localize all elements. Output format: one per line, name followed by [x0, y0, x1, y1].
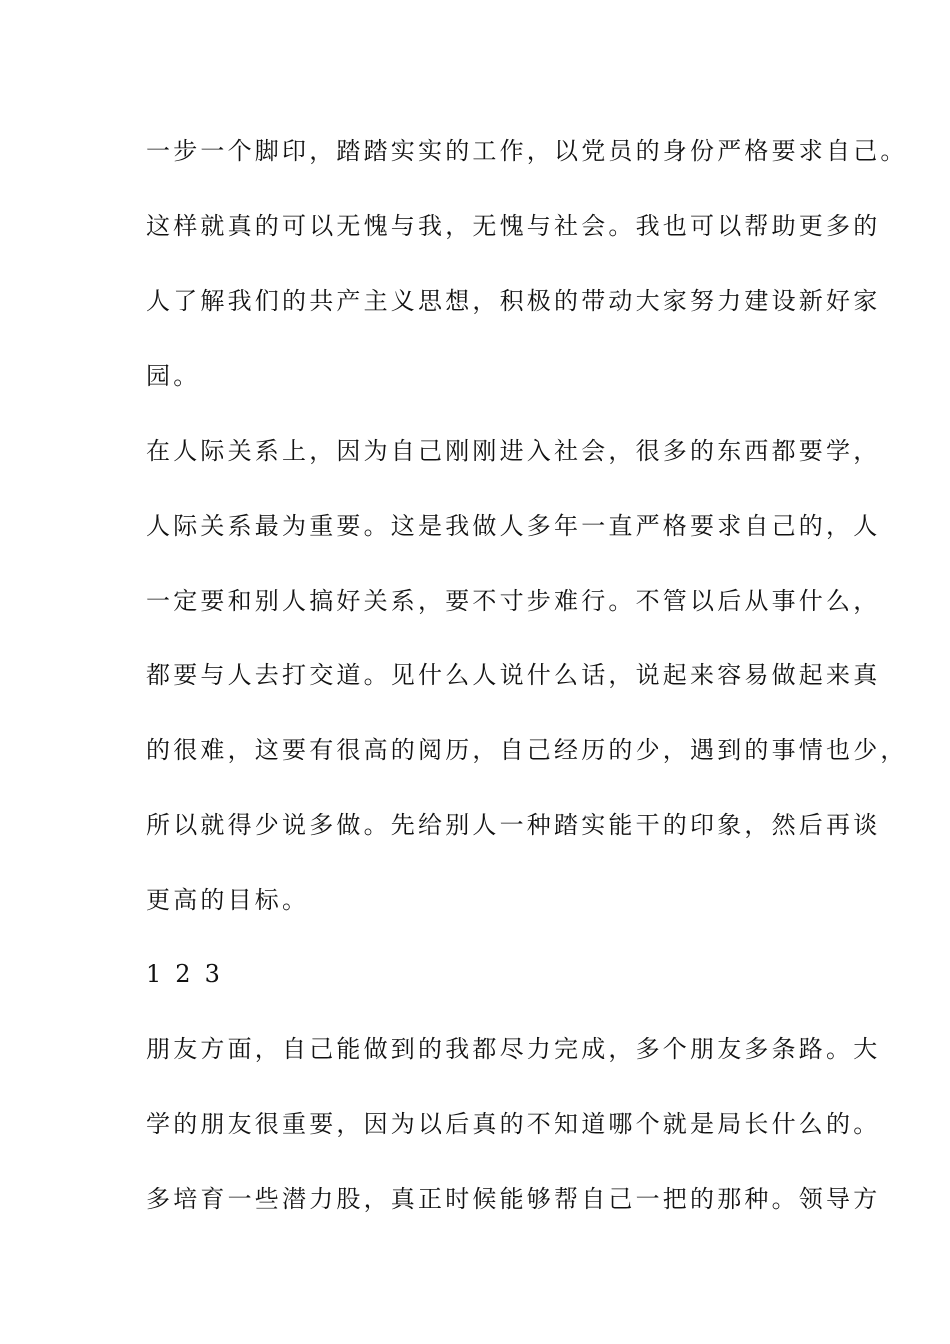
text-line: 一步一个脚印，踏踏实实的工作，以党员的身份严格要求自己。	[146, 137, 908, 165]
text-line: 都要与人去打交道。见什么人说什么话，说起来容易做起来真	[146, 661, 881, 689]
text-line: 更高的目标。	[146, 886, 310, 914]
text-line: 人际关系最为重要。这是我做人多年一直严格要求自己的，人	[146, 512, 881, 540]
text-line: 多培育一些潜力股，真正时候能够帮自己一把的那种。领导方	[146, 1185, 881, 1213]
text-line: 所以就得少说多做。先给别人一种踏实能干的印象，然后再谈	[146, 811, 881, 839]
text-line: 在人际关系上，因为自己刚刚进入社会，很多的东西都要学，	[146, 437, 881, 465]
text-line: 学的朋友很重要，因为以后真的不知道哪个就是局长什么的。	[146, 1110, 881, 1138]
text-line: 一定要和别人搞好关系，要不寸步难行。不管以后从事什么，	[146, 587, 881, 615]
text-line: 园。	[146, 362, 201, 390]
text-line: 朋友方面，自己能做到的我都尽力完成，多个朋友多条路。大	[146, 1035, 881, 1063]
page-marker: 1 2 3	[146, 960, 224, 988]
text-line: 人了解我们的共产主义思想，积极的带动大家努力建设新好家	[146, 287, 881, 315]
text-line: 这样就真的可以无愧与我，无愧与社会。我也可以帮助更多的	[146, 212, 881, 240]
text-line: 的很难，这要有很高的阅历，自己经历的少，遇到的事情也少，	[146, 736, 908, 764]
